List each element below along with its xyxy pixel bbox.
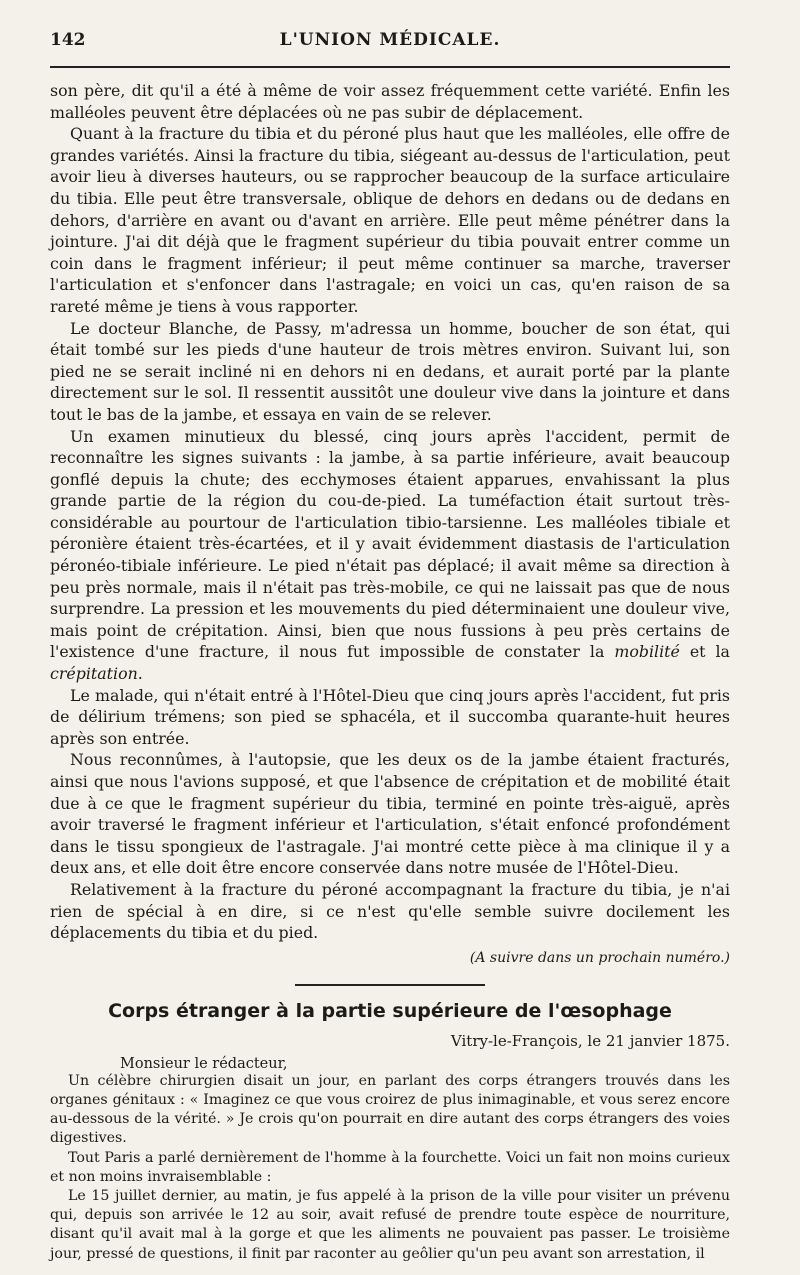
section-rule <box>295 984 485 986</box>
dateline: Vitry-le-François, le 21 janvier 1875. <box>450 1031 730 1050</box>
paragraph: Nous reconnûmes, à l'autopsie, que les deux os de la jambe étaient fracturés, ainsi que nous l'avions supposé, et que l'absence de crépitation et de mobilité était due à ce que le fragment supérieur du tibia, terminé en pointe très-aiguë, après avoir traversé le fragment inférieur et l'articulation, s'était enfoncé profondément dans le tissu spongieux de l'astragale. J'ai montré cette pièce à ma clinique il y a deux ans, et elle doit être encore conservée dans notre musée de l'Hôtel-Dieu. <box>50 750 730 878</box>
paragraph: Le docteur Blanche, de Passy, m'adressa un homme, boucher de son état, qui était tombé sur les pieds d'une hauteur de trois mètres environ. Suivant lui, son pied ne se serait incliné ni en dehors ni en dedans, et aurait porté par la plante directement sur le sol. Il ressentit aussitôt une douleur vive dans la jointure et dans tout le bas de la jambe, et essaya en vain de se relever. <box>50 318 730 424</box>
paragraph: Le malade, qui n'était entré à l'Hôtel-Dieu que cinq jours après l'accident, fut pris de délirium trémens; son pied se sphacéla, et il succomba quarante-huit heures après son entrée. <box>50 685 730 748</box>
to-be-continued: (A suivre dans un prochain numéro.) <box>469 949 730 966</box>
italic-term: crépitation <box>50 664 138 684</box>
paragraph: Relativement à la fracture du péroné accompagnant la fracture du tibia, je n'ai rien de spécial à en dire, si ce n'est qu'elle semble suivre docilement les déplacements du tibia et du pied. <box>50 879 730 943</box>
paragraph: son père, dit qu'il a été à même de voir assez fréquemment cette variété. Enfin les malléoles peuvent être déplacées où ne pas subir de déplacement. <box>50 81 730 122</box>
paragraph: Le 15 juillet dernier, au matin, je fus appelé à la prison de la ville pour visiter un prévenu qui, depuis son arrivée le 12 au soir, avait refusé de prendre toute espèce de nourriture, disant qu'il avait mal à la gorge et que les aliments ne pouvaient pas passer. Le troisième jour, pressé de questions, il finit par raconter au geôlier qu'un peu avant son arrestation, il <box>50 1187 730 1262</box>
article-body <box>50 80 730 944</box>
letter-body <box>50 1072 730 1264</box>
header-rule <box>50 66 730 68</box>
italic-term: mobilité <box>614 642 680 662</box>
paragraph: Un examen minutieux du blessé, cinq jours après l'accident, permit de reconnaître les signes suivants : la jambe, à sa partie inférieure, avait beaucoup gonflé depuis la chute; des ecchymoses étaient apparues, envahissant la plus grande partie de la région du cou-de-pied. La tuméfaction était surtout très-considérable au pourtour de l'articulation tibio-tarsienne. Les malléoles tibiale et péronière étaient très-écartées, et il y avait évidemment diastasis de l'articulation péronéo-tibiale inférieure. Le pied n'était pas déplacé; il avait même sa direction à peu près normale, mais il n'était pas très-mobile, ce qui ne laissait pas que de nous surprendre. La pression et les mouvements du pied déterminaient une douleur vive, mais point de crépitation. Ainsi, bien que nous fussions à peu près certains de l'existence d'une fracture, il nous fut impossible de constater la mobilité et la crépitation. <box>50 426 730 684</box>
paragraph: Tout Paris a parlé dernièrement de l'homme à la fourchette. Voici un fait non moins curieux et non moins invraisemblable : <box>50 1149 730 1185</box>
page-header <box>50 30 730 64</box>
running-title: L'UNION MÉDICALE. <box>279 30 501 50</box>
article-title: Corps étranger à la partie supérieure de l'œsophage <box>108 999 672 1022</box>
paragraph-text: Un examen minutieux du blessé, cinq jours après l'accident, permit de reconnaître les signes suivants : la jambe, à sa partie inférieure, avait beaucoup gonflé depuis la chute; des ecchymoses étaient apparues, envahissant la plus grande partie de la région du cou-de-pied. La tuméfaction était surtout très-considérable au pourtour de l'articulation tibio-tarsienne. Les malléoles tibiale et péronière étaient très-écartées, et il y avait évidemment diastasis de l'articulation péronéo-tibiale inférieure. Le pied n'était pas déplacé; il avait même sa direction à peu près normale, mais il n'était pas très-mobile, ce qui ne laissait pas que de nous surprendre. La pression et les mouvements du pied déterminaient une douleur vive, mais point de crépitation. Ainsi, bien que nous fussions à peu près certains de l'existence d'une fracture, il nous fut impossible de constater la <box>50 426 730 662</box>
paragraph: Quant à la fracture du tibia et du péroné plus haut que les malléoles, elle offre de grandes variétés. Ainsi la fracture du tibia, siégeant au-dessus de l'articulation, peut avoir lieu à diverses hauteurs, ou se rapprocher beaucoup de la surface articulaire du tibia. Elle peut être transversale, oblique de dehors en dedans ou de dedans en dehors, d'arrière en avant ou d'avant en arrière. Elle peut même pénétrer dans la jointure. J'ai dit déjà que le fragment supérieur du tibia pouvait entrer comme un coin dans le fragment inférieur; il peut même continuer sa marche, traverser l'articulation et s'enfoncer dans l'astragale; en voici un cas, qu'en raison de sa rareté même je tiens à vous rapporter. <box>50 124 730 316</box>
salutation: Monsieur le rédacteur, <box>120 1055 288 1072</box>
paragraph: Un célèbre chirurgien disait un jour, en parlant des corps étrangers trouvés dans les organes génitaux : « Imaginez ce que vous croirez de plus inimaginable, et vous serez encore au-dessous de la vérité. » Je crois qu'on pourrait en dire autant des corps étrangers des voies digestives. <box>50 1072 730 1147</box>
page-number: 142 <box>50 30 86 50</box>
page <box>50 30 730 1264</box>
conjunction: et la <box>689 642 730 662</box>
